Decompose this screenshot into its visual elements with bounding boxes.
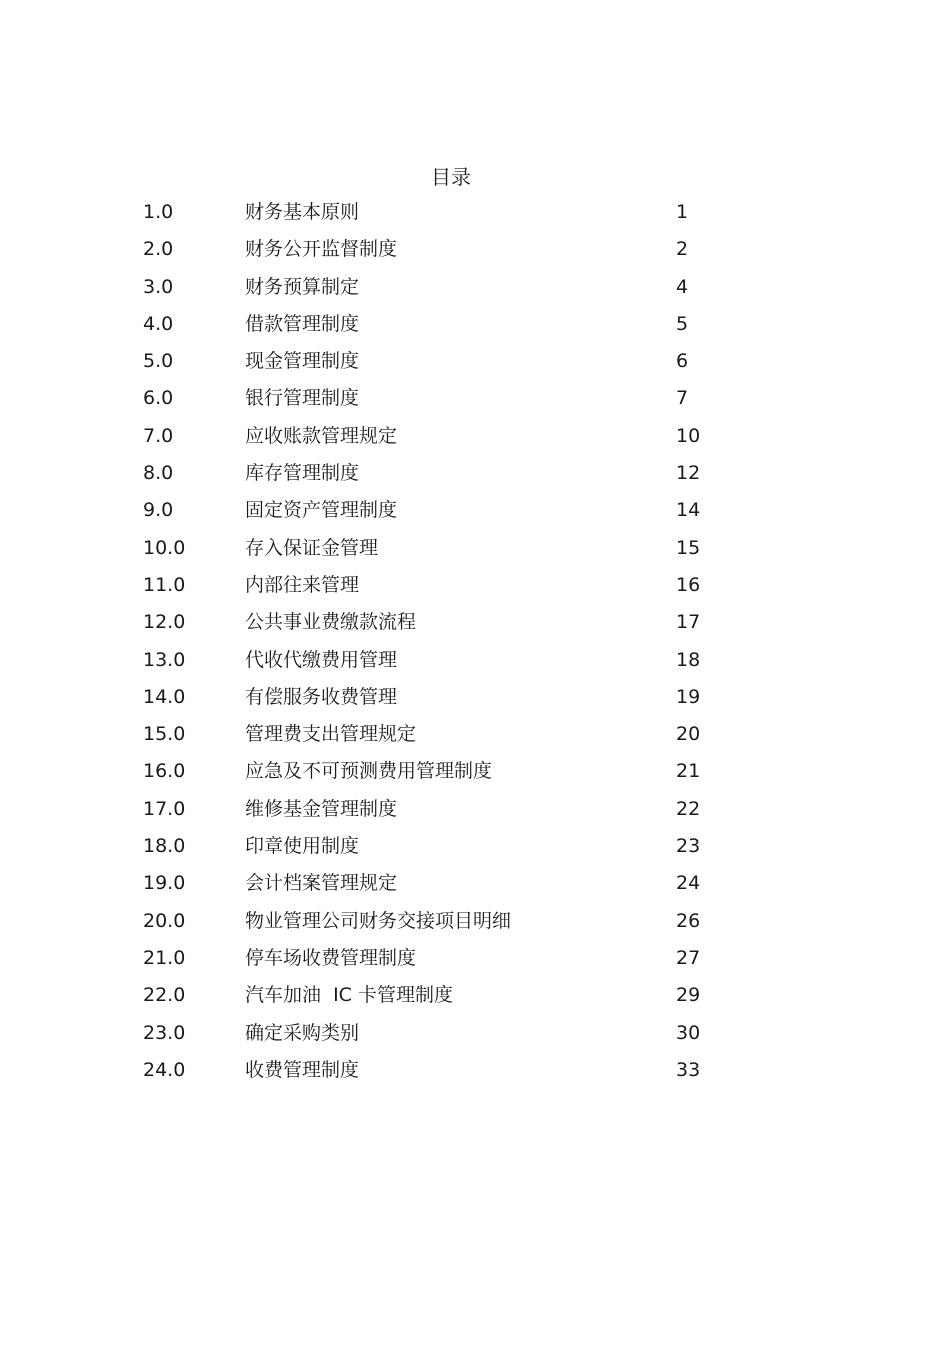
toc-entry-page-number: 12 [676,462,701,485]
toc-entry-title: 财务基本原则 [245,201,360,223]
toc-entry [0,942,950,979]
toc-entry [0,569,950,606]
toc-entry [0,233,950,270]
toc-entry-page-number: 27 [676,946,701,969]
toc-entry-title: 确定采购类别 [245,1021,360,1044]
toc-entry-number: 9.0 [143,499,174,522]
toc-entry [0,420,950,457]
toc-entry-page-number: 10 [676,424,701,447]
toc-entry [0,867,950,904]
toc-entry-page-number: 33 [676,1058,701,1081]
toc-entry-title: 汽车加油 IC 卡管理制度 [245,984,453,1007]
toc-entry-number: 19.0 [143,872,186,895]
toc-entry-number: 3.0 [143,275,174,298]
toc-entry-title: 停车场收费管理制度 [245,946,417,969]
toc-entry [0,382,950,419]
toc-entry-title: 固定资产管理制度 [245,499,398,522]
toc-entry-number: 12.0 [143,611,186,634]
toc-entry [0,1054,950,1091]
toc-entry [0,271,950,308]
toc-entry-page-number: 29 [676,984,701,1007]
toc-entry-page-number: 30 [676,1021,701,1044]
toc-entry-title: 财务预算制定 [245,275,360,298]
toc-entry-page-number: 18 [676,648,701,671]
toc-entry-page-number: 24 [676,872,701,895]
toc-entry [0,494,950,531]
toc-entry-page-number: 19 [676,685,701,708]
toc-entry-page-number: 2 [676,238,689,261]
toc-entry [0,308,950,345]
toc-entry-number: 2.0 [143,238,174,261]
toc-entry-number: 20.0 [143,909,186,932]
toc-entry-number: 10.0 [143,536,186,559]
toc-list [0,196,950,1091]
toc-entry-page-number: 1 [676,201,689,223]
toc-entry-page-number: 21 [676,760,701,783]
toc-title: 目录 [431,165,471,189]
toc-entry-title: 内部往来管理 [245,573,360,596]
toc-entry-number: 11.0 [143,573,186,596]
toc-entry-number: 23.0 [143,1021,186,1044]
toc-entry-page-number: 15 [676,536,701,559]
toc-entry-page-number: 23 [676,835,701,858]
toc-entry-title: 收费管理制度 [245,1058,360,1081]
toc-entry-title: 应收账款管理规定 [245,424,398,447]
toc-entry-title: 会计档案管理规定 [245,872,398,895]
toc-entry-number: 24.0 [143,1058,186,1081]
toc-entry [0,905,950,942]
toc-entry-title: 存入保证金管理 [245,536,379,559]
toc-entry [0,457,950,494]
toc-entry-page-number: 6 [676,350,689,373]
toc-entry-title: 银行管理制度 [245,387,360,410]
toc-entry [0,1017,950,1054]
toc-entry-number: 8.0 [143,462,174,485]
toc-entry-page-number: 26 [676,909,701,932]
toc-entry-page-number: 7 [676,387,689,410]
toc-entry-page-number: 5 [676,312,689,335]
toc-entry [0,755,950,792]
toc-entry-number: 17.0 [143,797,186,820]
toc-entry-number: 21.0 [143,946,186,969]
toc-entry-number: 5.0 [143,350,174,373]
toc-entry-page-number: 22 [676,797,701,820]
toc-entry-page-number: 17 [676,611,701,634]
toc-entry-title: 管理费支出管理规定 [245,723,417,746]
toc-entry-number: 13.0 [143,648,186,671]
toc-entry-title: 现金管理制度 [245,350,360,373]
toc-entry-title: 有偿服务收费管理 [245,685,398,708]
toc-entry-number: 16.0 [143,760,186,783]
toc-entry-page-number: 4 [676,275,689,298]
toc-entry [0,681,950,718]
toc-entry [0,793,950,830]
toc-entry [0,606,950,643]
toc-entry-number: 18.0 [143,835,186,858]
toc-entry-number: 1.0 [143,201,174,223]
toc-entry-number: 14.0 [143,685,186,708]
toc-entry-number: 22.0 [143,984,186,1007]
toc-entry-title: 库存管理制度 [245,462,360,485]
toc-entry [0,718,950,755]
toc-entry [0,345,950,382]
toc-entry-number: 7.0 [143,424,174,447]
toc-entry-title: 维修基金管理制度 [245,797,398,820]
toc-entry [0,979,950,1016]
toc-entry-number: 4.0 [143,312,174,335]
toc-entry-title: 公共事业费缴款流程 [245,611,417,634]
toc-entry-title: 印章使用制度 [245,835,360,858]
toc-entry-title: 代收代缴费用管理 [245,648,398,671]
toc-entry-page-number: 14 [676,499,701,522]
toc-entry [0,644,950,681]
toc-entry-title: 应急及不可预测费用管理制度 [245,760,493,783]
toc-entry-title: 借款管理制度 [245,312,360,335]
toc-entry-number: 6.0 [143,387,174,410]
toc-entry-page-number: 20 [676,723,701,746]
toc-entry-page-number: 16 [676,573,701,596]
toc-entry-title: 财务公开监督制度 [245,238,398,261]
toc-entry [0,830,950,867]
toc-entry [0,532,950,569]
toc-entry-number: 15.0 [143,723,186,746]
toc-entry [0,196,950,233]
toc-entry-title: 物业管理公司财务交接项目明细 [245,909,512,932]
